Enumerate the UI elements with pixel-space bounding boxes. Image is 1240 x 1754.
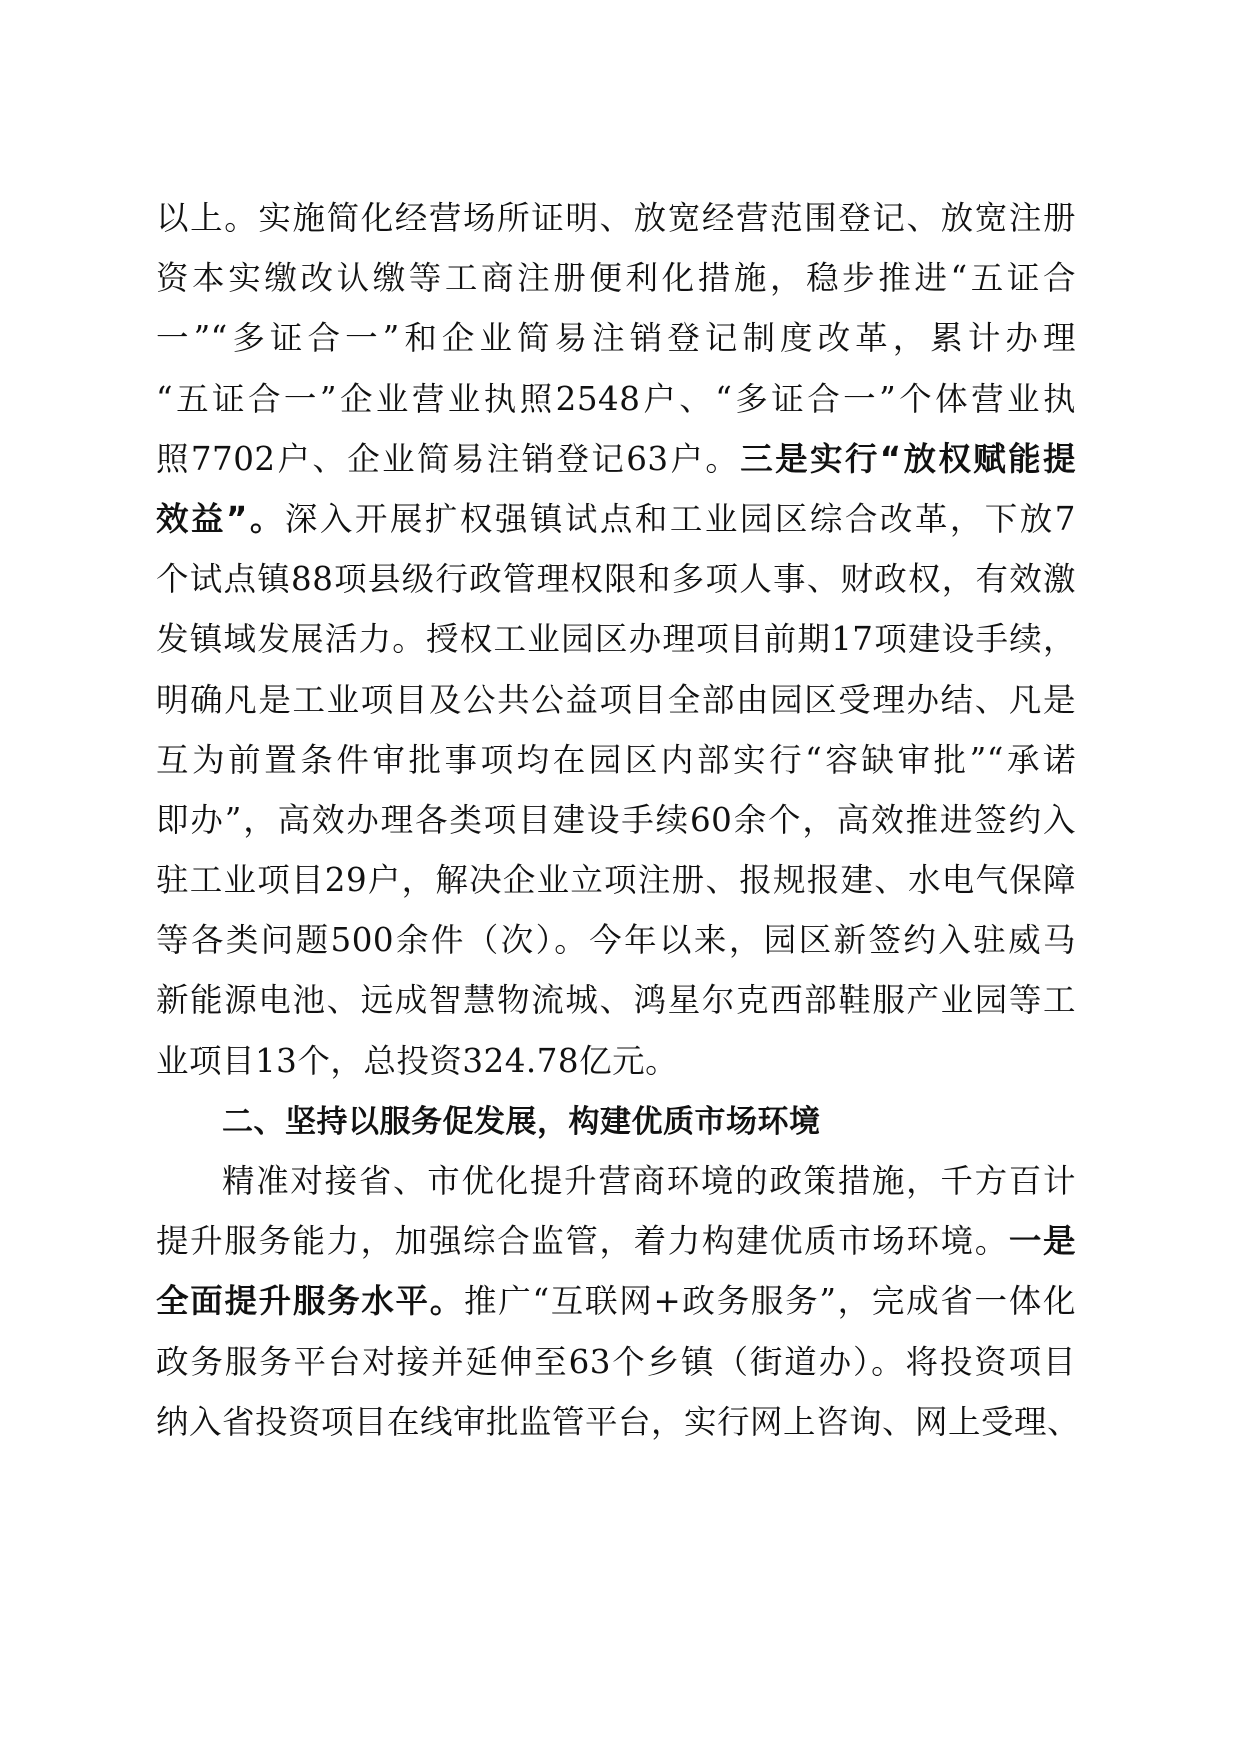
text-line	[156, 489, 1076, 549]
text-line: 政务服务平台对接并延伸至63个乡镇（街道办）。将投资项目	[156, 1342, 1076, 1381]
section-heading	[156, 1091, 1076, 1151]
text-line: 新能源电池、远成智慧物流城、鸿星尔克西部鞋服产业园等工	[156, 981, 1076, 1020]
text-line: 驻工业项目29户，解决企业立项注册、报规报建、水电气保障	[156, 861, 1076, 900]
text-line: 以上。实施简化经营场所证明、放宽经营范围登记、放宽注册	[156, 199, 1076, 237]
text-line: 明确凡是工业项目及公共公益项目全部由园区受理办结、凡是	[156, 680, 1076, 719]
text-line: 发镇域发展活力。授权工业园区办理项目前期17项建设手续，	[156, 620, 1076, 659]
text-line: 纳入省投资项目在线审批监管平台，实行网上咨询、网上受理、	[156, 1402, 1081, 1441]
text-segment: 提升服务能力，加强综合监管，着力构建优质市场环境。	[156, 1222, 1009, 1261]
text-line	[156, 429, 1076, 489]
text-segment: 照7702户、企业简易注销登记63户。	[156, 439, 741, 478]
text-line: 即办”，高效办理各类项目建设手续60余个，高效推进签约入	[156, 800, 1076, 839]
text-line	[156, 1211, 1076, 1271]
text-line: 等各类问题500余件（次）。今年以来，园区新签约入驻威马	[156, 921, 1076, 960]
text-line: 个试点镇88项县级行政管理权限和多项人事、财政权，有效激	[156, 560, 1076, 599]
bold-lead-phrase: 一是	[1008, 1222, 1076, 1261]
document-body	[156, 188, 1081, 1452]
section-heading-text: 二、坚持以服务促发展，构建优质市场环境	[222, 1103, 821, 1140]
text-line: “五证合一”企业营业执照2548户、“多证合一”个体营业执	[156, 379, 1076, 418]
text-line: 精准对接省、市优化提升营商环境的政策措施，千方百计	[222, 1162, 1076, 1200]
bold-lead-phrase: 三是实行“放权赋能提	[740, 439, 1076, 478]
text-line: 互为前置条件审批事项均在园区内部实行“容缺审批”“承诺	[156, 740, 1076, 779]
text-line: 一”“多证合一”和企业简易注销登记制度改革，累计办理	[156, 319, 1076, 358]
bold-lead-phrase-end: 全面提升服务水平。	[156, 1282, 465, 1321]
text-line: 资本实缴改认缴等工商注册便利化措施，稳步推进“五证合	[156, 259, 1076, 298]
text-line	[156, 1271, 1076, 1331]
text-segment: 深入开展扩权强镇试点和工业园区综合改革，下放7	[284, 499, 1076, 538]
bold-lead-phrase-end: 效益”。	[156, 499, 285, 538]
text-line: 业项目13个，总投资324.78亿元。	[156, 1041, 679, 1080]
text-segment: 推广“互联网+政务服务”，完成省一体化	[464, 1282, 1076, 1321]
